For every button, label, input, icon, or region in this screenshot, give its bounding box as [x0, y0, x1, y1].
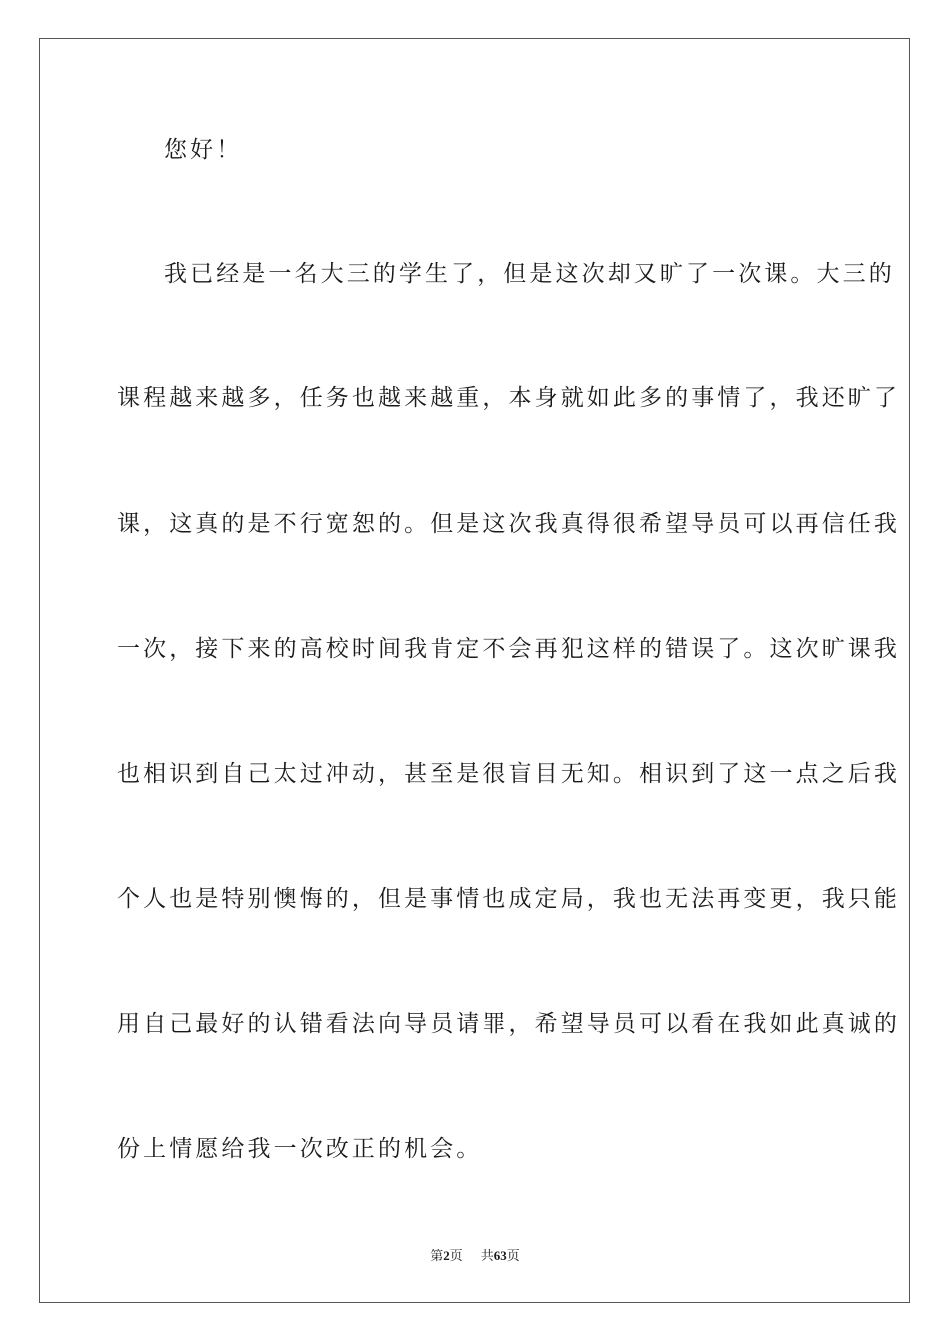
page-prefix: 第 [430, 1249, 444, 1264]
paragraph-line-1: 我已经是一名大三的学生了，但是这次却又旷了一次课。大三的 [164, 261, 895, 287]
paragraph-line-4: 一次，接下来的高校时间我肯定不会再犯这样的错误了。这次旷课我 [117, 636, 900, 662]
page-suffix: 页 [449, 1249, 463, 1264]
total-suffix: 页 [506, 1249, 520, 1264]
total-pages: 63 [493, 1248, 507, 1263]
paragraph-line-2: 课程越来越多，任务也越来越重，本身就如此多的事情了，我还旷了 [117, 385, 900, 411]
paragraph-line-8: 份上情愿给我一次改正的机会。 [117, 1136, 483, 1162]
page-border [39, 38, 910, 1303]
paragraph-line-5: 也相识到自己太过冲动，甚至是很盲目无知。相识到了这一点之后我 [117, 761, 900, 787]
greeting: 您好！ [164, 137, 243, 163]
paragraph-line-7: 用自己最好的认错看法向导员请罪，希望导员可以看在我如此真诚的 [117, 1011, 900, 1037]
page-footer [0, 1247, 950, 1266]
page-number: 2 [443, 1248, 450, 1263]
paragraph-line-6: 个人也是特别懊悔的，但是事情也成定局，我也无法再变更，我只能 [117, 886, 900, 912]
paragraph-line-3: 课，这真的是不行宽恕的。但是这次我真得很希望导员可以再信任我 [117, 511, 900, 537]
total-prefix: 共 [480, 1249, 494, 1264]
